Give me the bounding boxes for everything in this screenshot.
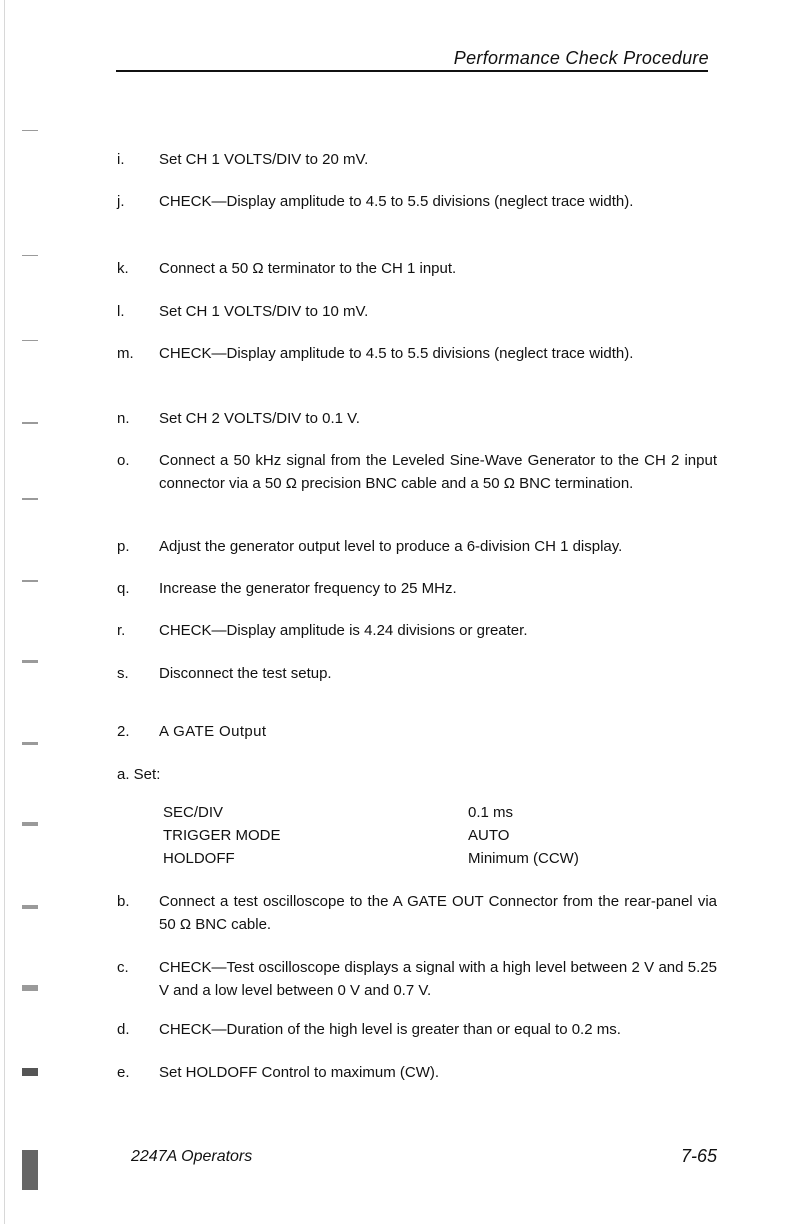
step-letter: b. — [117, 893, 130, 910]
scan-mark — [22, 985, 38, 991]
scan-mark — [22, 130, 38, 131]
section-number: 2. — [117, 723, 130, 740]
scan-mark — [22, 580, 38, 582]
step-item — [117, 577, 717, 600]
step-item — [117, 1018, 717, 1041]
step-item — [117, 1061, 717, 1084]
setting-name: SEC/DIV — [163, 804, 224, 821]
step-item — [117, 300, 717, 323]
step-text: CHECK—Display amplitude is 4.24 divisions or greater. — [159, 622, 528, 639]
set-label: a. Set: — [117, 766, 161, 783]
step-text: Connect a 50 Ω terminator to the CH 1 input. — [159, 260, 457, 277]
step-letter: d. — [117, 1021, 130, 1038]
step-text: CHECK—Display amplitude to 4.5 to 5.5 divisions (neglect trace width). — [159, 345, 634, 362]
step-letter: l. — [117, 303, 125, 320]
step-text: Connect a 50 kHz signal from the Leveled Sine-Wave Generator to the CH 2 input connector via a 50 Ω precision BNC cable and a 50 Ω BNC termination. — [159, 452, 717, 492]
footer-manual-title: 2247A Operators — [131, 1148, 253, 1165]
step-letter: i. — [117, 151, 125, 168]
step-text: Disconnect the test setup. — [159, 665, 332, 682]
settings-row — [163, 801, 723, 824]
setting-name: HOLDOFF — [163, 850, 235, 867]
header-rule — [116, 70, 708, 72]
step-item — [117, 662, 717, 685]
scan-mark — [22, 255, 38, 256]
scan-mark — [22, 498, 38, 500]
scan-mark — [22, 822, 38, 826]
step-item — [117, 535, 717, 558]
step-item — [117, 619, 717, 642]
step-letter: e. — [117, 1064, 130, 1081]
step-letter: j. — [117, 193, 125, 210]
footer-page-number: 7-65 — [680, 1146, 717, 1166]
step-item — [117, 342, 717, 365]
scan-mark — [22, 905, 38, 909]
step-text: Set HOLDOFF Control to maximum (CW). — [159, 1064, 440, 1081]
scan-mark — [22, 340, 38, 341]
step-letter: s. — [117, 665, 129, 682]
setting-value: 0.1 ms — [468, 804, 514, 821]
step-item — [117, 257, 717, 280]
section-title: A GATE Output — [159, 723, 267, 740]
step-item — [117, 956, 717, 1002]
step-text: CHECK—Duration of the high level is greater than or equal to 0.2 ms. — [159, 1021, 621, 1038]
scan-mark — [22, 742, 38, 745]
step-text: CHECK—Test oscilloscope displays a signal with a high level between 2 V and 5.25 V and a low level between 0 V and 0.7 V. — [159, 959, 717, 999]
step-letter: r. — [117, 622, 126, 639]
step-item — [117, 890, 717, 936]
settings-table — [163, 801, 723, 870]
scan-mark — [22, 422, 38, 424]
step-letter: k. — [117, 260, 129, 277]
settings-row — [163, 824, 723, 847]
step-item — [117, 449, 717, 495]
step-item — [117, 148, 717, 171]
step-letter: q. — [117, 580, 130, 597]
step-text: Connect a test oscilloscope to the A GATE OUT Connector from the rear-panel via 50 Ω BNC cable. — [159, 893, 717, 933]
step-text: Set CH 2 VOLTS/DIV to 0.1 V. — [159, 410, 360, 427]
step-item — [117, 190, 717, 213]
page-header-title: Performance Check Procedure — [453, 48, 709, 68]
setting-value: AUTO — [468, 827, 510, 844]
step-text: Adjust the generator output level to produce a 6-division CH 1 display. — [159, 538, 623, 555]
scan-mark — [22, 660, 38, 663]
step-item — [117, 407, 717, 430]
step-letter: m. — [117, 345, 134, 362]
step-text: Increase the generator frequency to 25 MHz. — [159, 580, 457, 597]
step-letter: p. — [117, 538, 130, 555]
step-letter: n. — [117, 410, 130, 427]
scan-edge — [4, 0, 5, 1224]
scan-mark — [22, 1150, 38, 1190]
step-text: CHECK—Display amplitude to 4.5 to 5.5 divisions (neglect trace width). — [159, 193, 634, 210]
setting-value: Minimum (CCW) — [468, 850, 579, 867]
scan-mark — [22, 1068, 38, 1076]
step-text: Set CH 1 VOLTS/DIV to 10 mV. — [159, 303, 369, 320]
section-heading — [117, 720, 717, 743]
setting-name: TRIGGER MODE — [163, 827, 281, 844]
settings-row — [163, 847, 723, 870]
step-letter: c. — [117, 959, 129, 976]
step-letter: o. — [117, 452, 130, 469]
step-text: Set CH 1 VOLTS/DIV to 20 mV. — [159, 151, 369, 168]
